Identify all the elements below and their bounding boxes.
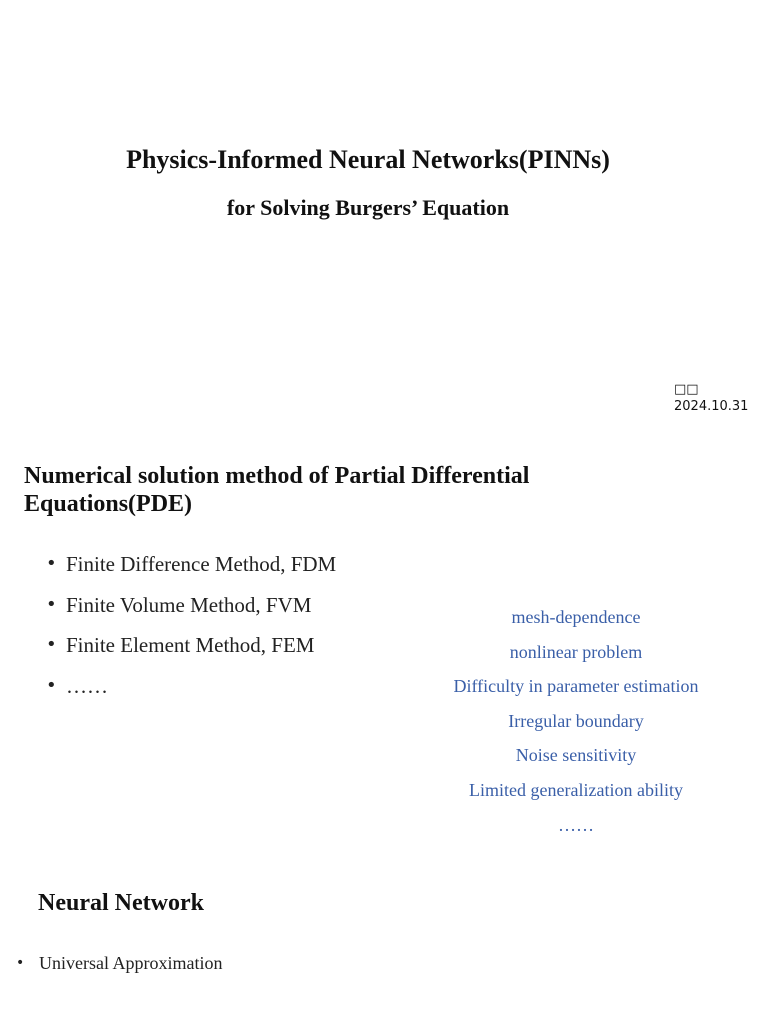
- limitation-item: ……: [558, 814, 594, 835]
- author-name: □□: [674, 382, 699, 397]
- list-item: [46, 670, 336, 711]
- method-label-etc: ……: [66, 673, 108, 698]
- limitation-item: Noise sensitivity: [515, 745, 637, 766]
- list-item: [46, 548, 336, 589]
- bullet-icon: •: [16, 955, 25, 971]
- pde-methods-list: [46, 548, 336, 710]
- slide-title: Physics-Informed Neural Networks(PINNs): [126, 145, 610, 174]
- neural-network-heading: Neural Network: [38, 890, 204, 916]
- limitation-item: Difficulty in parameter estimation: [453, 676, 699, 697]
- author-block: [674, 381, 748, 415]
- list-item: [46, 589, 336, 630]
- method-label-fdm: Finite Difference Method, FDM: [66, 552, 337, 576]
- limitation-item: Limited generalization ability: [469, 779, 683, 800]
- list-item: [16, 950, 222, 976]
- pde-methods-heading: Numerical solution method of Partial Differential Equations(PDE): [24, 463, 530, 517]
- neural-network-list: [16, 950, 222, 976]
- limitation-item: nonlinear problem: [509, 641, 643, 662]
- bullet-icon: •: [46, 553, 57, 574]
- slide-subtitle: for Solving Burgers’ Equation: [226, 195, 510, 220]
- nn-item-universal-approximation: Universal Approximation: [39, 953, 223, 973]
- presentation-date: 2024.10.31: [674, 399, 749, 414]
- list-item: [46, 629, 336, 670]
- limitation-item: mesh-dependence: [511, 607, 641, 627]
- bullet-icon: •: [46, 593, 57, 615]
- bullet-icon: •: [46, 674, 57, 696]
- limitations-list: [420, 602, 732, 844]
- method-label-fem: Finite Element Method, FEM: [66, 633, 315, 657]
- bullet-icon: •: [46, 634, 57, 655]
- limitation-item: Irregular boundary: [508, 710, 644, 731]
- method-label-fvm: Finite Volume Method, FVM: [66, 592, 312, 617]
